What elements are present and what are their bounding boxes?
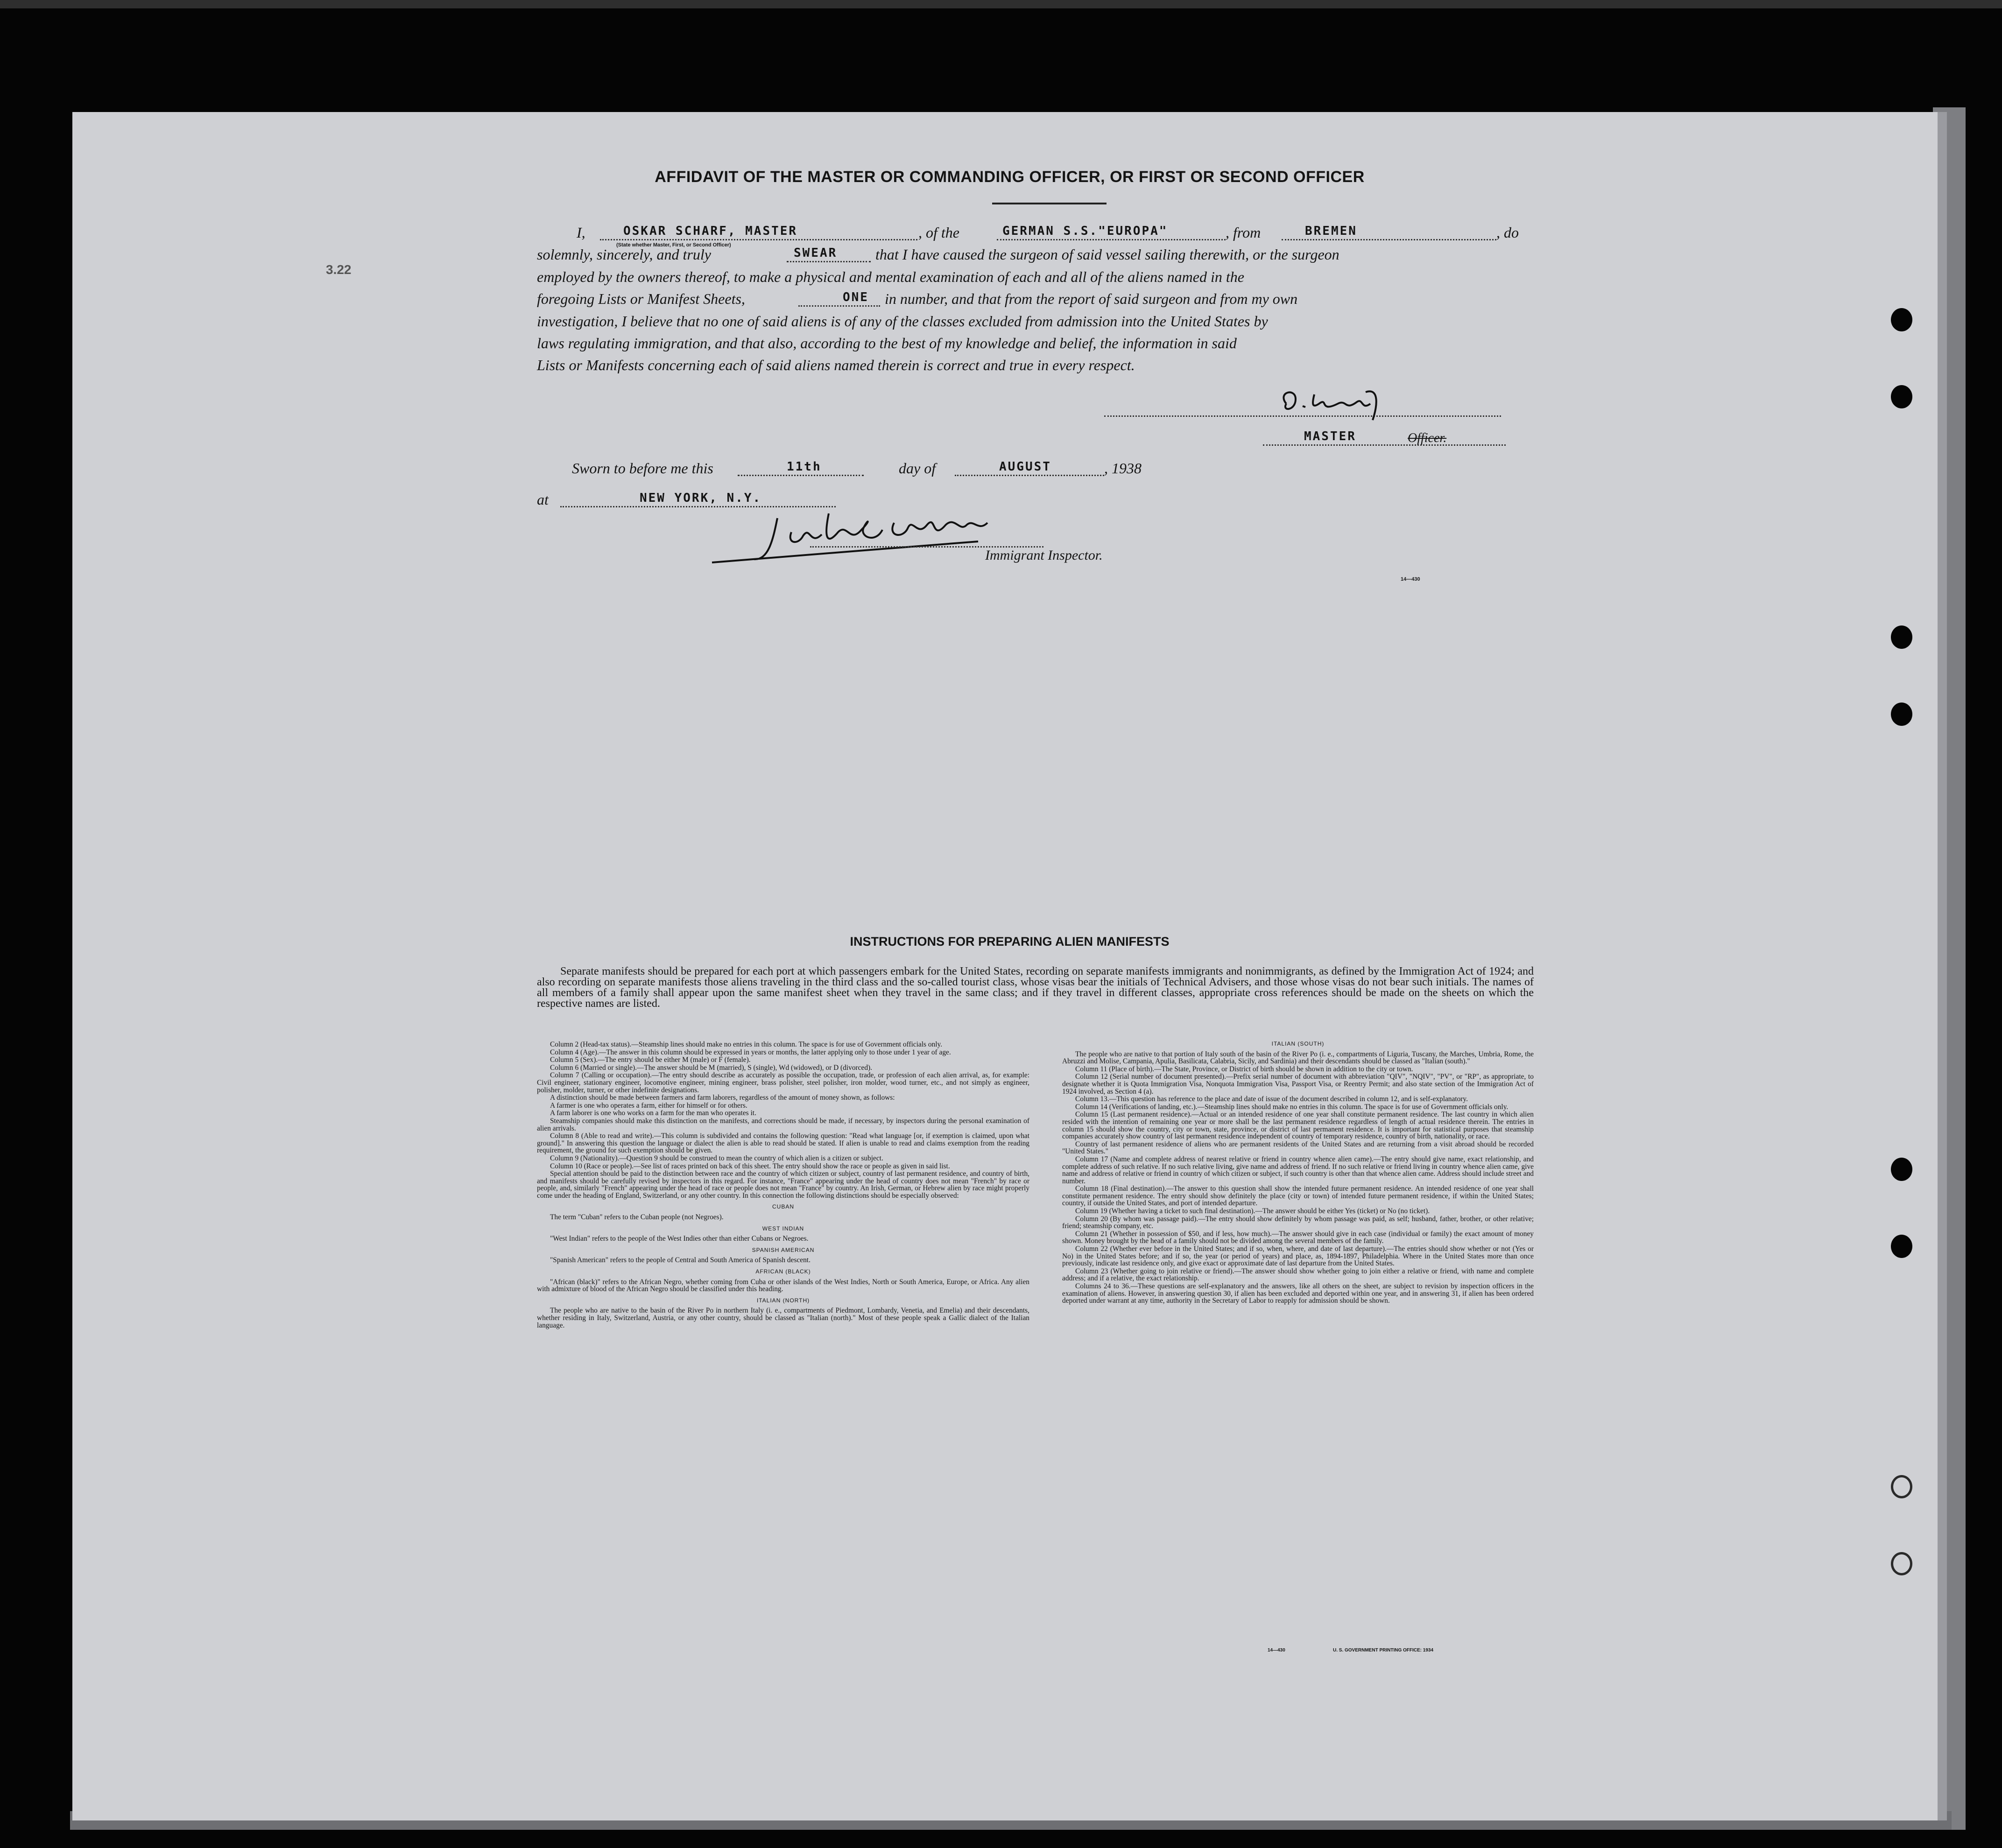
binder-hole-open — [1891, 1475, 1912, 1498]
sworn-year: , 1938 — [1104, 460, 1142, 477]
affidavit-title: AFFIDAVIT OF THE MASTER OR COMMANDING OFFICER, OR FIRST OR SECOND OFFICER — [655, 168, 1365, 186]
instruction-paragraph: Steamship companies should make this distinction on the manifests, and corrections should be made, if necessary, by inspectors during the personal examination of alien arrivals. — [537, 1117, 1029, 1132]
surgeon-text: that I have caused the surgeon of said vessel sailing therewith, or the surgeon — [875, 246, 1339, 263]
master-title-line — [1263, 444, 1506, 446]
struck-officer: Officer. — [1408, 431, 1447, 445]
of-the-text: , of the — [918, 224, 959, 241]
instruction-paragraph: Column 11 (Place of birth).—The State, Province, or District of birth should be shown in addition to the city or town. — [1075, 1065, 1413, 1073]
title-rule — [992, 203, 1107, 204]
at-text: at — [537, 491, 549, 508]
officer-name: OSKAR SCHARF, MASTER — [623, 224, 798, 238]
sworn-month: AUGUST — [999, 460, 1051, 474]
binder-hole — [1891, 1158, 1912, 1181]
instruction-paragraph: A distinction should be made between farmers and farm laborers, regardless of the amount of money shown, as follows: — [550, 1094, 895, 1102]
sheet-count: ONE — [843, 290, 869, 304]
instructions-title: INSTRUCTIONS FOR PREPARING ALIEN MANIFESTS — [850, 935, 1170, 949]
binder-hole — [1891, 308, 1912, 331]
departure-port: BREMEN — [1305, 224, 1357, 238]
intro-paragraph: Separate manifests should be prepared for each port at which passengers embark for the United States, recording on separate manifests immigrants and nonimmigrants, as defined by the Immigration Act of 1924; and also recording on separate manifests those aliens traveling in the third class and the so-called tourist class, whose visas bear the initials of Technical Advisers, and those whose visas do not bear such initials. The names of all members of a family shall appear upon the same manifest sheet when they travel in the same class; and if they travel in different classes, appropriate cross references should be made on the sheets on which the respective names are listed. — [537, 965, 1534, 1010]
instruction-paragraph: Column 21 (Whether in possession of $50, and if less, how much).—The answer should give in each case (individual or family) the exact amount of money shown. Money brought by the head of a family should not be divided among the several members of the family. — [1062, 1230, 1534, 1245]
instruction-paragraph: Column 17 (Name and complete address of nearest relative or friend in country whence alien came).—The entry should give name, exact relationship, and complete address of such relative. If no such relative living, give name and address of friend. If no such relative or friend living in country whence alien came, give name and address of relative or friend in country of which citizen or subject, if such country is other than that whence alien came. Address should include street and number. — [1062, 1155, 1534, 1185]
vessel-name: GERMAN S.S."EUROPA" — [1002, 224, 1168, 238]
binder-hole — [1891, 703, 1912, 726]
instruction-paragraph: Column 8 (Able to read and write).—This column is subdivided and contains the following question: "Read what language [or, if exemption is claimed, upon what ground]." In answering this question the language or dialect the alien is able to read should be stated. If alien is unable to read and claims exemption from the reading requirement, the ground for such exemption should be given. — [537, 1132, 1029, 1155]
affidavit-line-5: investigation, I believe that no one of said aliens is of any of the classes excluded from admission into the United States by — [537, 313, 1268, 330]
section-heading: WEST INDIAN — [762, 1225, 804, 1232]
sworn-day: 11th — [787, 460, 822, 474]
manifest-page — [72, 112, 1947, 1820]
lists-text: foregoing Lists or Manifest Sheets, — [537, 290, 745, 307]
binder-hole — [1891, 625, 1912, 649]
instruction-paragraph: Column 22 (Whether ever before in the United States; and if so, when, where, and date of last departure).—The entries should show whether or not (Yes or No) in the United States before; and if so, the year (or period of years) and place, as, 1894-1897, Philadelphia. Where in the United States more than once previously, indicate last residence only, and give exact or approximate date of last departure from the United States. — [1062, 1245, 1534, 1268]
signed-title: MASTER — [1304, 429, 1356, 443]
instruction-paragraph: The people who are native to that portion of Italy south of the basin of the River Po (i. e., compartments of Liguria, Tuscany, the Marches, Umbria, Rome, the Abruzzi and Molise, Campania, Apulia, Basilicata, Calabria, Sicily, and Sardinia) and their descendants should be classed as "Italian (south)." — [1062, 1050, 1534, 1066]
instruction-paragraph: Column 4 (Age).—The answer in this column should be expressed in years or months, the latter applying only to those under 1 year of age. — [550, 1048, 951, 1056]
instruction-paragraph: Column 23 (Whether going to join relative or friend).—The answer should show whether going to join either a relative or friend, with name and complete address; and if a relative, the exact relationship. — [1062, 1267, 1534, 1283]
vessel-underline — [997, 239, 1226, 240]
affidavit-i: I, — [577, 224, 585, 241]
affidavit-line-3: employed by the owners thereof, to make a physical and mental examination of each and all of the aliens named in the — [537, 268, 1244, 285]
instruction-paragraph: "African (black)" refers to the African Negro, whether coming from Cuba or other islands of the West Indies, North or South America, Europe, or Africa. Any alien with admixture of blood of the African Negro should be classified under this heading. — [537, 1278, 1029, 1293]
master-signature — [1268, 378, 1417, 425]
printer-imprint: U. S. GOVERNMENT PRINTING OFFICE: 1934 — [1333, 1648, 1434, 1653]
sworn-text: Sworn to before me this — [572, 460, 713, 477]
instructions-right-column — [1062, 1036, 1534, 1305]
form-number-top: 14—430 — [1401, 576, 1420, 582]
instruction-paragraph: Country of last permanent residence of aliens who are permanent residents of the United States and are returning from a visit abroad should be recorded "United States." — [1062, 1140, 1534, 1156]
form-number-bottom: 14—430 — [1268, 1648, 1285, 1653]
section-heading: AFRICAN (BLACK) — [755, 1268, 811, 1275]
binder-hole-open — [1891, 1552, 1912, 1575]
immigrant-inspector-label: Immigrant Inspector. — [985, 548, 1103, 563]
instruction-paragraph: A farmer is one who operates a farm, either for himself or for others. — [550, 1101, 747, 1110]
section-heading: ITALIAN (SOUTH) — [1271, 1040, 1325, 1047]
instruction-paragraph: Column 19 (Whether having a ticket to such final destination).—The answer should be either Yes (ticket) or No (no ticket). — [1075, 1207, 1430, 1216]
instruction-paragraph: Column 10 (Race or people).—See list of races printed on back of this sheet. The entry should show the race or people as given in said list. — [550, 1162, 950, 1170]
instruction-paragraph: Column 12 (Serial number of document presented).—Prefix serial number of document with abbreviation "QIV", "NQIV", "PV", or "RP", as appropriate, to designate whether it is Quota Immigration Visa, Nonquota Immigration Visa, Passport Visa, or Reentry Permit; and also state section of the Immigration Act of 1924 involved, as Section 4 (a). — [1062, 1073, 1534, 1096]
from-text: , from — [1226, 224, 1261, 241]
number-text: in number, and that from the report of said surgeon and from my own — [885, 290, 1298, 307]
section-heading: ITALIAN (NORTH) — [756, 1297, 810, 1304]
instruction-paragraph: Columns 24 to 36.—These questions are self-explanatory and the answers, like all others on the sheet, are subject to revision by inspection officers in the examination of aliens. However, in answering question 30, if alien has been excluded and deported within one year, and in answering 31, if alien has been ordered deported under warrant at any time, authority in the Secretary of Labor to reapply for admission should be shown. — [1062, 1282, 1534, 1305]
margin-mark: 3.22 — [326, 262, 352, 277]
binder-hole — [1891, 1235, 1912, 1258]
instruction-paragraph: "West Indian" refers to the people of the West Indies other than either Cubans or Negroes. — [550, 1235, 809, 1243]
instruction-paragraph: Column 15 (Last permanent residence).—Actual or an intended residence of one year shall constitute permanent residence. The last country in which alien resided with the intention of remaining one year or more shall be the last permanent residence regardless of length of actual residence therein. The entries in column 15 should show the country, city or town, state, province, or district of last permanent residence. It is important for statistical purposes that steamship companies accurately show country of last permanent residence independent of country of temporary residence, country of birth, nationality, or race. — [1062, 1110, 1534, 1141]
port-underline — [1282, 239, 1496, 240]
affidavit-line-6: laws regulating immigration, and that also, according to the best of my knowledge and belief, the information in said — [537, 335, 1237, 351]
instruction-paragraph: Column 9 (Nationality).—Question 9 should be construed to mean the country of which alien is a citizen or subject. — [550, 1154, 883, 1162]
do-text: , do — [1496, 224, 1519, 241]
binder-hole — [1891, 385, 1912, 408]
scan-top-strip — [0, 0, 2002, 8]
oath-underline — [787, 261, 871, 262]
month-underline — [955, 475, 1104, 476]
instruction-paragraph: A farm laborer is one who works on a farm for the man who operates it. — [550, 1109, 756, 1117]
instruction-paragraph: Column 20 (By whom was passage paid).—The entry should show definitely by whom passage was paid, as self; husband, father, brother, or other relative; friend; steamship company, etc. — [1062, 1215, 1534, 1230]
oath-word: SWEAR — [794, 246, 838, 260]
section-heading: SPANISH AMERICAN — [752, 1246, 815, 1253]
instructions-intro — [537, 966, 1534, 1009]
instruction-paragraph: Column 18 (Final destination).—The answer to this question shall show the intended future permanent residence. An intended residence of one year shall constitute permanent residence. The entry should show definitely the place (city or town) of intended future permanent residence, if within the United States; country, if outside the United States, and port of intended departure. — [1062, 1185, 1534, 1208]
page-right-edge — [1938, 112, 1947, 1820]
instruction-paragraph: "Spanish American" refers to the people of Central and South America of Spanish descent. — [550, 1256, 811, 1265]
instruction-paragraph: Column 13.—This question has reference to the place and date of issue of the document described in column 12, and is self-explanatory. — [1075, 1095, 1468, 1103]
section-heading: CUBAN — [772, 1203, 794, 1210]
sworn-place: NEW YORK, N.Y. — [640, 491, 762, 505]
count-underline — [798, 305, 880, 307]
instruction-paragraph: Column 5 (Sex).—The entry should be either M (male) or F (female). — [550, 1056, 751, 1064]
day-of-text: day of — [899, 460, 936, 477]
instruction-paragraph: Column 2 (Head-tax status).—Steamship lines should make no entries in this column. The space is for use of Government officials only. — [550, 1040, 943, 1048]
name-underline — [600, 239, 917, 240]
instruction-paragraph: Special attention should be paid to the distinction between race and the country of which citizen or subject, country of last permanent residence, and country of birth, and manifests should be carefully revised by inspectors in this regard. For instance, "France" appearing under the head of country does not mean "French" by race or people, and, similarly "French" appearing under the head of race or people does not mean "France" by country. An Irish, German, or Hebrew alien by race might properly come under the heading of England, Switzerland, or any other country. In this connection the following distinctions should be especially observed: — [537, 1170, 1029, 1200]
instruction-paragraph: The term "Cuban" refers to the Cuban people (not Negroes). — [550, 1213, 724, 1222]
instruction-paragraph: The people who are native to the basin of the River Po in northern Italy (i. e., compartments of Piedmont, Lombardy, Venetia, and Emelia) and their descendants, whether residing in Italy, Switzerland, Austria, or any other country, should be classed as "Italian (north)." Most of these people speak a Gallic dialect of the Italian language. — [537, 1307, 1029, 1329]
instruction-paragraph: Column 14 (Verifications of landing, etc.).—Steamship lines should make no entries in this column. The space is for use of Government officials only. — [1075, 1103, 1509, 1111]
instruction-paragraph: Column 6 (Married or single).—The answer should be M (married), S (single), Wd (widowed), or D (divorced). — [550, 1063, 872, 1072]
instruction-paragraph: Column 7 (Calling or occupation).—The entry should describe as accurately as possible the occupation, trade, or profession of each alien arrival, as, for example: Civil engineer, stationary engineer, locomotive engineer, mining engineer, brass polisher, steel polisher, iron molder, wood turner, etc., and not simply as engineer, polisher, molder, turner, or other indefinite designations. — [537, 1071, 1029, 1094]
instructions-left-column — [537, 1041, 1029, 1329]
solemnly-text: solemnly, sincerely, and truly — [537, 246, 711, 263]
day-underline — [738, 475, 864, 476]
rank-note: (State whether Master, First, or Second Officer) — [616, 242, 731, 248]
affidavit-line-7: Lists or Manifests concerning each of said aliens named therein is correct and true in every respect. — [537, 357, 1135, 373]
